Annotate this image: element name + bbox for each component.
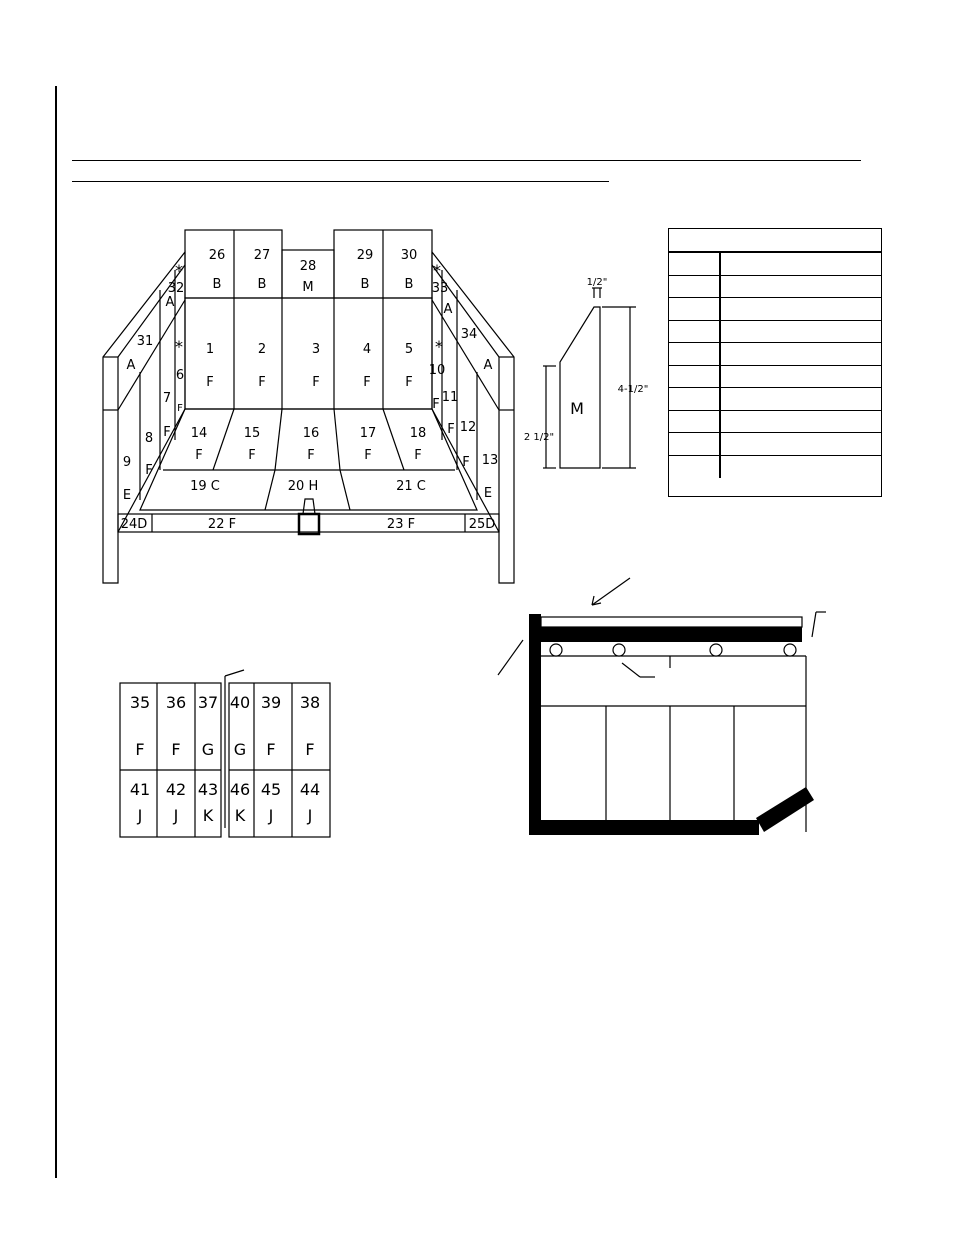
- front-label: 24D: [120, 517, 148, 532]
- baffle-number: 37: [197, 693, 219, 712]
- rear-wall: [185, 298, 432, 409]
- floor-front-label: 20 H: [287, 479, 319, 494]
- left-side-type: E: [122, 488, 132, 503]
- baffle-type: F: [266, 740, 276, 759]
- floor-number: 16: [302, 426, 320, 441]
- left-side-number: 6: [175, 368, 185, 383]
- dim-left-label: 2 1/2": [523, 432, 555, 443]
- brick-m-profile: [560, 307, 600, 468]
- floor-number: 17: [359, 426, 377, 441]
- right-side-number: 12: [459, 420, 477, 435]
- dim-height-label: 4-1/2": [617, 384, 649, 395]
- rear-top-type: M: [302, 280, 314, 295]
- cross-section-frame: [529, 614, 814, 835]
- baffle-type: F: [135, 740, 145, 759]
- left-side-number: 7: [162, 391, 172, 406]
- baffle-number: 44: [299, 780, 321, 799]
- baffle-number: 46: [229, 780, 251, 799]
- baffle-number: 36: [165, 693, 187, 712]
- rear-type: F: [258, 375, 266, 390]
- right-side-number: 34: [460, 327, 478, 342]
- right-side-type: A: [483, 358, 493, 373]
- baffle-number: 41: [129, 780, 151, 799]
- left-side-type: A: [126, 358, 136, 373]
- rear-number: 5: [404, 342, 414, 357]
- rear-number: 1: [205, 342, 215, 357]
- rear-top-number: 26: [208, 248, 226, 263]
- asterisk-mark: *: [175, 261, 183, 280]
- baffle-number: 39: [260, 693, 282, 712]
- left-side-type: F: [145, 463, 153, 478]
- brick-m-label: M: [570, 399, 584, 418]
- right-side-number: 33: [431, 281, 449, 296]
- floor-number: 18: [409, 426, 427, 441]
- floor-type: F: [195, 448, 203, 463]
- left-side-type: F: [177, 403, 183, 414]
- rear-number: 2: [257, 342, 267, 357]
- rear-type: F: [405, 375, 413, 390]
- rear-number: 4: [362, 342, 372, 357]
- rear-type: F: [206, 375, 214, 390]
- baffle-number: 40: [229, 693, 251, 712]
- front-label: 22 F: [207, 517, 237, 532]
- floor-number: 15: [243, 426, 261, 441]
- baffle-type: J: [137, 806, 143, 825]
- center-clip: [299, 514, 319, 534]
- baffle-number: 45: [260, 780, 282, 799]
- right-side-type: F: [462, 455, 470, 470]
- baffle-type: F: [305, 740, 315, 759]
- rear-top-type: B: [360, 277, 370, 292]
- baffle-type: G: [201, 740, 215, 759]
- floor-number: 14: [190, 426, 208, 441]
- baffle-type: K: [202, 806, 214, 825]
- rear-type: F: [363, 375, 371, 390]
- front-strip: [118, 514, 499, 532]
- rear-number: 3: [311, 342, 321, 357]
- right-side-number: 11: [441, 390, 459, 405]
- right-side-type: F: [447, 422, 455, 437]
- baffle-type: K: [234, 806, 246, 825]
- floor-front-label: 21 C: [396, 479, 426, 494]
- right-side-number: 10: [428, 363, 446, 378]
- floor-type: F: [307, 448, 315, 463]
- front-label: 25D: [468, 517, 496, 532]
- asterisk-mark: *: [433, 261, 441, 280]
- baffle-type: J: [307, 806, 313, 825]
- left-side-number: 9: [122, 455, 132, 470]
- asterisk-mark: *: [435, 337, 443, 356]
- baffle-number: 42: [165, 780, 187, 799]
- right-side-type: A: [443, 302, 453, 317]
- floor-type: F: [248, 448, 256, 463]
- rear-top-type: B: [212, 277, 222, 292]
- floor-front-label: 19 C: [190, 479, 220, 494]
- rear-top-number: 29: [356, 248, 374, 263]
- floor-type: F: [364, 448, 372, 463]
- baffle-type: G: [233, 740, 247, 759]
- rear-top-type: B: [404, 277, 414, 292]
- right-side-type: E: [483, 486, 493, 501]
- baffle-type: J: [173, 806, 179, 825]
- baffle-type: F: [171, 740, 181, 759]
- baffle-number: 43: [197, 780, 219, 799]
- left-side-number: 32: [167, 281, 185, 296]
- baffle-number: 38: [299, 693, 321, 712]
- rear-top-number: 28: [299, 259, 317, 274]
- dim-top-label: 1/2": [586, 277, 608, 288]
- left-side-number: 31: [136, 334, 154, 349]
- rear-top-number: 30: [400, 248, 418, 263]
- rear-top-type: B: [257, 277, 267, 292]
- left-side-type: F: [163, 425, 171, 440]
- floor-type: F: [414, 448, 422, 463]
- right-side-type: F: [432, 397, 440, 412]
- baffle-number: 35: [129, 693, 151, 712]
- rear-top-number: 27: [253, 248, 271, 263]
- baffle-type: J: [268, 806, 274, 825]
- left-side-number: 8: [144, 431, 154, 446]
- front-label: 23 F: [386, 517, 416, 532]
- asterisk-mark: *: [175, 337, 183, 356]
- left-side-type: A: [165, 295, 175, 310]
- rear-type: F: [312, 375, 320, 390]
- right-side-number: 13: [481, 453, 499, 468]
